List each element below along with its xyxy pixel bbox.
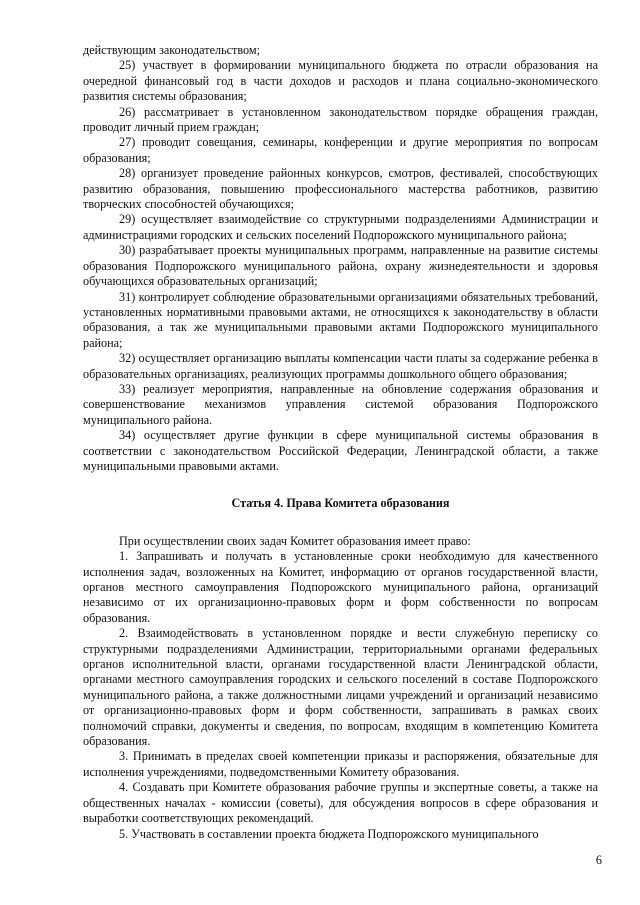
paragraph-item-33: 33) реализует мероприятия, направленные на обновление содержания образования и совершенствование механизмов управления системой образования Подпорожского муниципального района. [83, 381, 598, 427]
paragraph-right-2: 2. Взаимодействовать в установленном порядке и вести служебную переписку со структурными подразделениями Администрации, территориальными органами федеральных органов исполнительной власти, органами государственной власти Ленинградской области, органами местного самоуправления городских и сельского поселений в составе Подпорожского муниципального района, а также должностными лицами учреждений и организаций независимо от организационно-правовых форм и форм собственности, запрашивать в рамках своих полномочий справки, документы и сведения, по вопросам, входящим в компетенцию Комитета образования. [83, 626, 598, 749]
document-page [83, 43, 598, 842]
paragraph-item-34: 34) осуществляет другие функции в сфере муниципальной системы образования в соответствии с законодательством Российской Федерации, Ленинградской области, а также муниципальными правовыми актами. [83, 428, 598, 473]
paragraph-item-25: 25) участвует в формировании муниципального бюджета по отрасли образования на очередной финансовый год в части доходов и расходов и плана социально-экономического развития системы образования; [83, 58, 598, 104]
paragraph-right-3: 3. Принимать в пределах своей компетенции приказы и распоряжения, обязательные для исполнения учреждениями, подведомственными Комитету образования. [83, 749, 598, 779]
paragraph-item-28: 28) организует проведение районных конкурсов, смотров, фестивалей, способствующих развитию образования, повышению профессионального мастерства работников, развитию творческих способностей обучающихся; [83, 166, 598, 212]
paragraph-right-5: 5. Участвовать в составлении проекта бюджета Подпорожского муниципального [119, 826, 539, 841]
paragraph-right-1: 1. Запрашивать и получать в установленные сроки необходимую для качественного исполнения задач, возложенных на Комитет, информацию от органов государственной власти, органов местного самоуправления Подпорожского муниципального района, организаций независимо от их организационно-правовых форм и форм собственности по вопросам образования. [83, 549, 598, 625]
paragraph-item-27: 27) проводит совещания, семинары, конференции и другие мероприятия по вопросам образования; [83, 135, 598, 165]
paragraph-item-29: 29) осуществляет взаимодействие со структурными подразделениями Администрации и администрациями городских и сельских поселений Подпорожского муниципального района; [83, 212, 598, 242]
paragraph-item-31: 31) контролирует соблюдение образовательными организациями обязательных требований, установленных нормативными правовыми актами, не относящихся к законодательству в области образования, а так же муниципальными правовыми актами Подпорожского муниципального района; [83, 289, 598, 350]
paragraph-continuation: действующим законодательством; [83, 43, 260, 57]
paragraph-item-32: 32) осуществляет организацию выплаты компенсации части платы за содержание ребенка в образовательных организациях, реализующих программы дошкольного общего образования; [83, 351, 598, 381]
paragraph-right-4: 4. Создавать при Комитете образования рабочие группы и экспертные советы, а также на общественных началах - комиссии (советы), для обсуждения вопросов в сфере образования и выработки соответствующих рекомендаций. [83, 780, 598, 826]
article-heading: Статья 4. Права Комитета образования [231, 496, 450, 511]
paragraph-item-26: 26) рассматривает в установленном законодательством порядке обращения граждан, проводит личный прием граждан; [83, 104, 598, 135]
paragraph-intro: При осуществлении своих задач Комитет образования имеет право: [119, 533, 471, 548]
page-number: 6 [595, 853, 602, 867]
paragraph-item-30: 30) разрабатывает проекты муниципальных программ, направленные на развитие системы образования Подпорожского муниципального района, охрану жизнедеятельности и здоровья обучающихся образовательных организаций; [83, 243, 598, 289]
